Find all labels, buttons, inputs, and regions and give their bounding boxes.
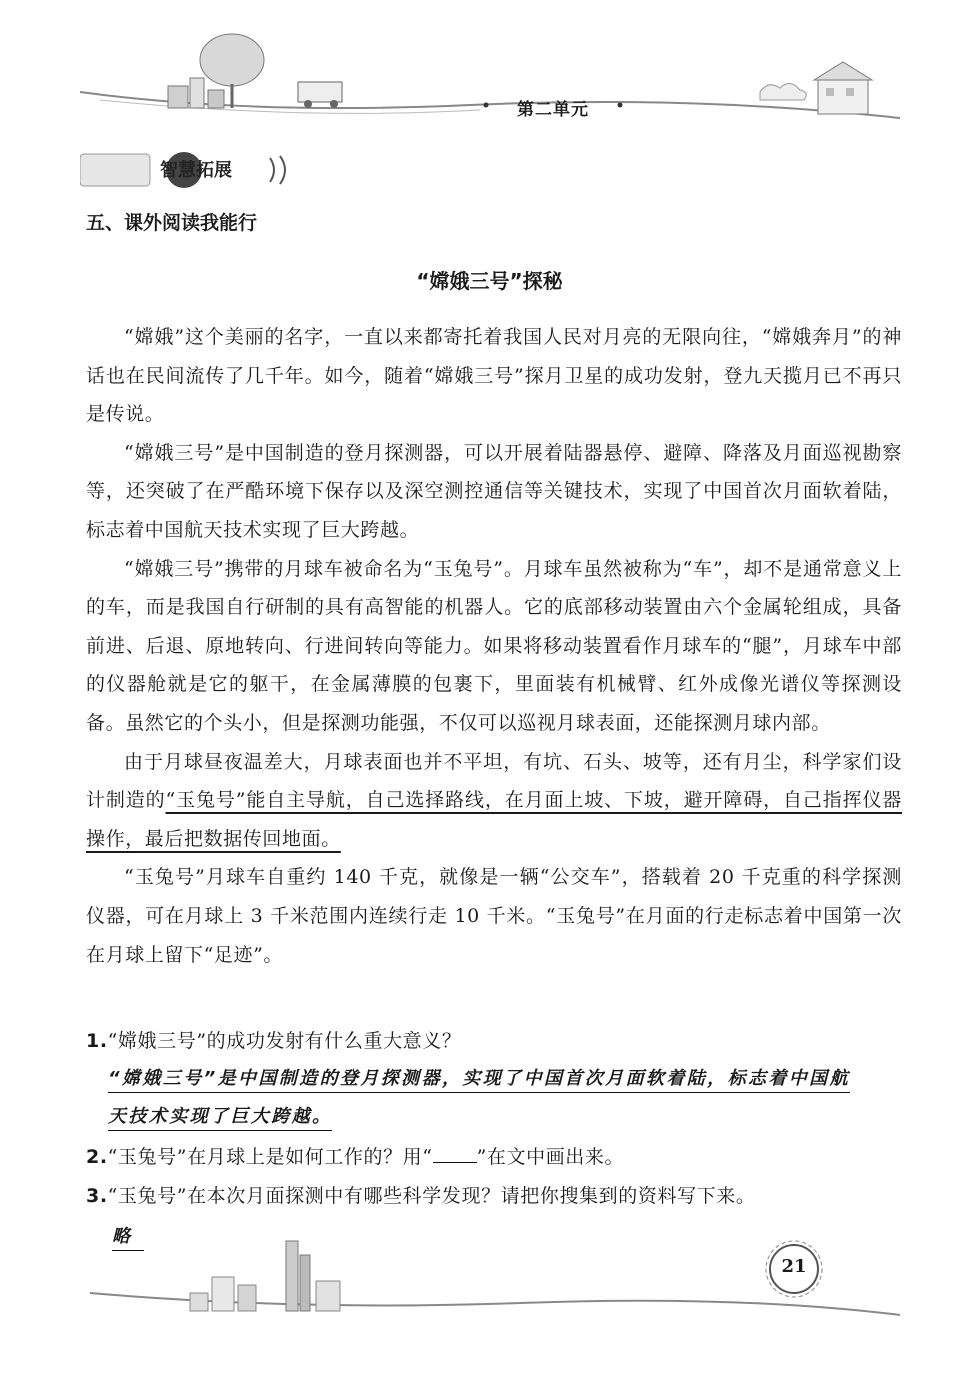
underlined-answer-text: “玉兔号”能自主导航，自己选择路线，在月面上坡、下坡，避开障碍，自己指挥仪器操作，最后把数据传回地面。: [86, 789, 902, 850]
question-number: 1.: [86, 1030, 108, 1052]
question-text: “嫦娥三号”的成功发射有什么重大意义？: [107, 1030, 462, 1052]
paragraph-5: “玉兔号”月球车自重约 140 千克，就像是一辆“公交车”，搭载着 20 千克重的科学探测仪器，可在月球上 3 千米范围内连续行走 10 千米。“玉兔号”在月面的行走标志着中国第一次在月球上留下“足迹”。: [86, 866, 902, 966]
paragraph-1: “嫦娥”这个美丽的名字，一直以来都寄托着我国人民对月亮的无限向往，“嫦娥奔月”的神话也在民间流传了几千年。如今，随着“嫦娥三号”探月卫星的成功发射，登九天揽月已不再只是传说。: [86, 326, 902, 426]
paragraph-2: “嫦娥三号”是中国制造的登月探测器，可以开展着陆器悬停、避障、降落及月面巡视勘察等，还突破了在严酷环境下保存以及深空测控通信等关键技术，实现了中国首次月面软着陆，标志着中国航天技术实现了巨大跨越。: [86, 441, 902, 541]
question-text: “玉兔号”在月球上是如何工作的？用“: [107, 1146, 433, 1168]
paragraph-4-text: 由于月球昼夜温差大，月球表面也并不平坦，有坑、石头、坡等，还有月尘，科学家们设计制造的: [86, 750, 902, 812]
question-number: 3.: [86, 1185, 108, 1207]
page-number: 21: [781, 1256, 807, 1277]
answer-line-1: “嫦娥三号”是中国制造的登月探测器，实现了中国首次月面软着陆，标志着中国航: [108, 1068, 850, 1093]
header-illustration: [0, 0, 979, 150]
question-1: [86, 1026, 906, 1053]
question-2: [86, 1142, 906, 1169]
answer-1: [108, 1060, 904, 1136]
question-number: 2.: [86, 1146, 108, 1168]
answer-3-text: 略: [112, 1226, 144, 1251]
article-body: [86, 318, 902, 974]
section-heading: 五、课外阅读我能行: [86, 212, 258, 234]
paragraph-3: “嫦娥三号”携带的月球车被命名为“玉兔号”。月球车虽然被称为“车”，却不是通常意义上的车，而是我国自行研制的具有高智能的机器人。它的底部移动装置由六个金属轮组成，具备前进、后退、原地转向、行进间转向等能力。如果将移动装置看作月球车的“腿”，月球车中部的仪器舱就是它的躯干，在金属薄膜的包裹下，里面装有机械臂、红外成像光谱仪等探测设备。虽然它的个头小，但是探测功能强，不仅可以巡视月球表面，还能探测月球内部。: [86, 557, 902, 734]
footer-illustration: [0, 1215, 979, 1374]
answer-line-2: 天技术实现了巨大跨越。: [108, 1106, 332, 1131]
article-title: “嫦娥三号”探秘: [416, 269, 563, 293]
question-text-end: ”在文中画出来。: [476, 1146, 625, 1168]
badge-label: 智慧拓展: [160, 160, 232, 181]
unit-title: 第二单元: [517, 100, 589, 120]
underline-symbol: [433, 1148, 477, 1163]
paragraph-4: [86, 743, 902, 859]
question-text: “玉兔号”在本次月面探测中有哪些科学发现？请把你搜集到的资料写下来。: [107, 1185, 756, 1207]
question-3: [86, 1181, 906, 1208]
